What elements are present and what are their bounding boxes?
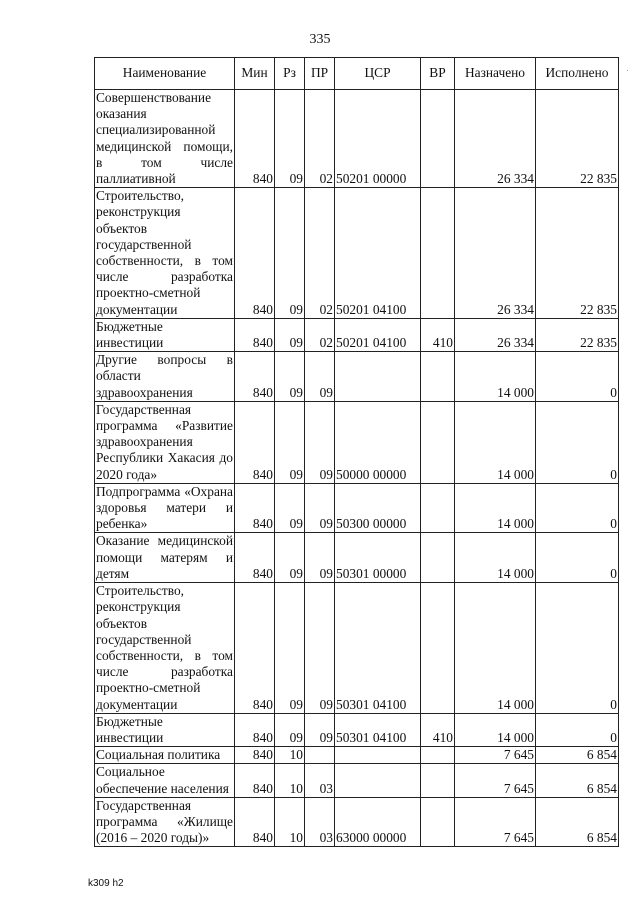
- cell-min: 840: [235, 318, 275, 351]
- cell-pr: 09: [305, 713, 335, 746]
- footer-code: k309 h2: [88, 878, 124, 889]
- cell-csr: [335, 352, 421, 402]
- cell-vr: [421, 483, 455, 533]
- cell-csr: 50201 04100: [335, 318, 421, 351]
- cell-csr: 50000 00000: [335, 401, 421, 483]
- cell-min: 840: [235, 483, 275, 533]
- cell-assigned: 14 000: [455, 483, 536, 533]
- table-row: [95, 352, 619, 402]
- cell-executed: 0: [536, 483, 619, 533]
- cell-name: Оказание медицинской помощи матерям и детям: [96, 533, 233, 581]
- cell-rz: 10: [275, 764, 305, 797]
- cell-executed: 22 835: [536, 90, 619, 188]
- cell-name: Строительство, реконструкция объектов государственной собственности, в том числе разработка проектно-сметной документации: [96, 188, 233, 317]
- cell-rz: 09: [275, 713, 305, 746]
- cell-vr: [421, 764, 455, 797]
- cell-pr: 02: [305, 318, 335, 351]
- header-vr: ВР: [421, 58, 455, 90]
- cell-assigned: 14 000: [455, 583, 536, 714]
- cell-assigned: 14 000: [455, 401, 536, 483]
- cell-name: Бюджетные инвестиции: [95, 713, 235, 746]
- table-row: [95, 533, 619, 583]
- cell-vr: 410: [421, 318, 455, 351]
- cell-vr: [421, 583, 455, 714]
- cell-vr: 410: [421, 713, 455, 746]
- cell-pr: [305, 747, 335, 764]
- cell-min: 840: [235, 90, 275, 188]
- cell-min: 840: [235, 797, 275, 847]
- cell-executed: 22 835: [536, 318, 619, 351]
- header-assigned: Назначено: [455, 58, 536, 90]
- cell-assigned: 14 000: [455, 352, 536, 402]
- cell-min: 840: [235, 764, 275, 797]
- cell-pr: 09: [305, 583, 335, 714]
- cell-name: Государственная программа «Жилище (2016 – 2020 годы)»: [96, 797, 233, 846]
- cell-name: Бюджетные инвестиции: [95, 318, 235, 351]
- cell-rz: 10: [275, 797, 305, 847]
- cell-min: 840: [235, 188, 275, 319]
- cell-name: Государственная программа «Развитие здравоохранения Республики Хакасия до 2020 года»: [96, 401, 233, 482]
- cell-executed: 0: [536, 533, 619, 583]
- cell-name: Строительство, реконструкция объектов государственной собственности, в том числе разработка проектно-сметной документации: [96, 583, 233, 712]
- table-row: [95, 583, 619, 714]
- cell-rz: 09: [275, 401, 305, 483]
- table-row: [95, 318, 619, 351]
- cell-csr: 63000 00000: [335, 797, 421, 847]
- cell-rz: 09: [275, 583, 305, 714]
- cell-vr: [421, 533, 455, 583]
- cell-rz: 09: [275, 483, 305, 533]
- cell-assigned: 7 645: [455, 747, 536, 764]
- header-rz: Рз: [275, 58, 305, 90]
- cell-vr: [421, 352, 455, 402]
- cell-name: Социальная политика: [95, 747, 235, 764]
- header-pr: ПР: [305, 58, 335, 90]
- table-row: [95, 713, 619, 746]
- page-number: 335: [309, 32, 331, 47]
- cell-rz: 10: [275, 747, 305, 764]
- cell-assigned: 26 334: [455, 318, 536, 351]
- cell-min: 840: [235, 352, 275, 402]
- cell-rz: 09: [275, 90, 305, 188]
- margin-mark: ·: [626, 66, 629, 75]
- cell-assigned: 26 334: [455, 188, 536, 319]
- cell-vr: [421, 401, 455, 483]
- cell-min: 840: [235, 401, 275, 483]
- cell-assigned: 26 334: [455, 90, 536, 188]
- table-row: [95, 764, 619, 797]
- cell-executed: 6 854: [536, 764, 619, 797]
- cell-executed: 22 835: [536, 188, 619, 319]
- cell-executed: 0: [536, 583, 619, 714]
- cell-vr: [421, 797, 455, 847]
- cell-csr: 50201 04100: [335, 188, 421, 319]
- cell-pr: 02: [305, 90, 335, 188]
- cell-assigned: 7 645: [455, 797, 536, 847]
- table-row: [95, 188, 619, 319]
- cell-assigned: 14 000: [455, 533, 536, 583]
- cell-rz: 09: [275, 188, 305, 319]
- header-csr: ЦСР: [335, 58, 421, 90]
- cell-csr: 50300 00000: [335, 483, 421, 533]
- cell-name: Социальное обеспечение населения: [95, 764, 235, 797]
- cell-csr: [335, 764, 421, 797]
- cell-csr: [335, 747, 421, 764]
- table-header-row: [95, 58, 619, 90]
- cell-vr: [421, 188, 455, 319]
- table-row: [95, 90, 619, 188]
- cell-executed: 6 854: [536, 797, 619, 847]
- table-row: [95, 401, 619, 483]
- cell-min: 840: [235, 747, 275, 764]
- cell-vr: [421, 90, 455, 188]
- cell-pr: 03: [305, 797, 335, 847]
- table-body: [95, 90, 619, 847]
- cell-rz: 09: [275, 533, 305, 583]
- cell-pr: 02: [305, 188, 335, 319]
- cell-executed: 0: [536, 352, 619, 402]
- cell-pr: 09: [305, 401, 335, 483]
- cell-vr: [421, 747, 455, 764]
- cell-min: 840: [235, 533, 275, 583]
- cell-assigned: 7 645: [455, 764, 536, 797]
- cell-name: Другие вопросы в области здравоохранения: [96, 352, 233, 400]
- cell-pr: 09: [305, 533, 335, 583]
- cell-executed: 0: [536, 713, 619, 746]
- header-name: Наименование: [95, 58, 235, 90]
- cell-name: Подпрограмма «Охрана здоровья матери и ребенка»: [96, 483, 233, 532]
- cell-assigned: 14 000: [455, 713, 536, 746]
- cell-csr: 50301 04100: [335, 583, 421, 714]
- cell-executed: 6 854: [536, 747, 619, 764]
- cell-csr: 50301 04100: [335, 713, 421, 746]
- cell-executed: 0: [536, 401, 619, 483]
- cell-pr: 09: [305, 483, 335, 533]
- cell-rz: 09: [275, 318, 305, 351]
- budget-table: [94, 57, 619, 847]
- cell-min: 840: [235, 713, 275, 746]
- cell-min: 840: [235, 583, 275, 714]
- table-row: [95, 483, 619, 533]
- header-min: Мин: [235, 58, 275, 90]
- cell-pr: 03: [305, 764, 335, 797]
- cell-rz: 09: [275, 352, 305, 402]
- header-executed: Исполнено: [536, 58, 619, 90]
- cell-name: Совершенствование оказания специализированной медицинской помощи, в том числе паллиативной: [96, 90, 233, 187]
- table-row: [95, 747, 619, 764]
- cell-pr: 09: [305, 352, 335, 402]
- cell-csr: 50201 00000: [335, 90, 421, 188]
- table-row: [95, 797, 619, 847]
- cell-csr: 50301 00000: [335, 533, 421, 583]
